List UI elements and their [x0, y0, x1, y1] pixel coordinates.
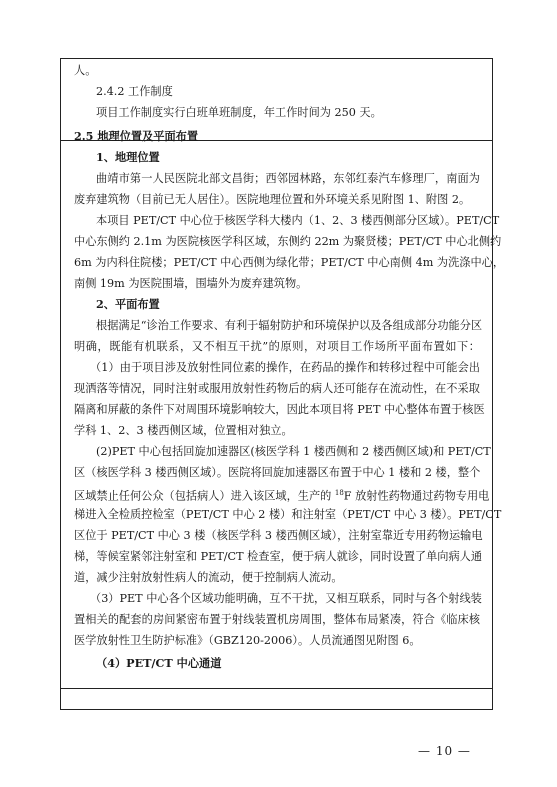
text-line: 道，减少注射放射性病人的流动，便于控制病人流动。: [74, 571, 343, 584]
text-line: 项目工作制度实行白班单班制度，年工作时间为 250 天。: [96, 106, 382, 119]
subsection-heading: 1、地理位置: [96, 150, 160, 164]
text-line: 南侧 19m 为医院围墙，围墙外为废弃建筑物。: [74, 277, 308, 290]
text-line: 本项目 PET/CT 中心位于核医学科大楼内（1、2、3 楼西侧部分区域）。PET/CT: [96, 214, 500, 227]
subsection-heading: （4）PET/CT 中心通道: [96, 656, 222, 670]
table-divider: [61, 688, 492, 689]
text-line: (2)PET 中心包括回旋加速器区(核医学科 1 楼西侧和 2 楼西侧区域)和 PET/CT: [96, 445, 491, 458]
text-fragment: F 放射性药物通过药物专用电: [343, 489, 490, 503]
subsection-heading: 2.4.2 工作制度: [96, 85, 173, 98]
page-number: — 10 —: [418, 744, 471, 758]
text-line: 中心东侧约 2.1m 为医院核医学科区域，东侧约 22m 为聚贤楼；PET/CT 中心北侧约: [74, 235, 502, 248]
text-line: 区（核医学科 3 楼西侧区域）。医院将回旋加速器区布置于中心 1 楼和 2 楼，整个: [74, 466, 481, 479]
superscript: 18: [334, 489, 344, 497]
text-line: 置相关的配套的房间紧密布置于射线装置机房周围，整体布局紧凑，符合《临床核: [74, 613, 480, 626]
text-line: [74, 483, 490, 504]
section-heading: 2.5 地理位置及平面布置: [74, 129, 199, 143]
text-line: 梯，等候室紧邻注射室和 PET/CT 检查室，便于病人就诊，同时设置了单向病人通: [74, 550, 483, 563]
subsection-heading: 2、平面布置: [96, 297, 160, 311]
text-line: 曲靖市第一人民医院北部文昌街；西邻园林路，东邻红泰汽车修理厂，南面为: [96, 172, 480, 185]
text-line: 6m 为内科住院楼；PET/CT 中心西侧为绿化带；PET/CT 中心南侧 4m 为洗涤中心，: [74, 256, 505, 269]
text-line: 明确，既能有机联系，又不相互干扰”的原则，对项目工作场所平面布置如下：: [74, 340, 480, 353]
text-line: 梯进入全检质控检室（PET/CT 中心 2 楼）和注射室（PET/CT 中心 3 楼）。PET/CT: [74, 508, 502, 521]
text-line: 现洒落等情况，同时注射或服用放射性药物后的病人还可能存在流动性，在不采取: [74, 382, 480, 395]
text-line: （3）PET 中心各个区域功能明确，互不干扰，又相互联系，同时与各个射线装: [90, 592, 482, 605]
text-line: 隔离和屏蔽的条件下对周围环境影响较大，因此本项目将 PET 中心整体布置于核医: [74, 403, 485, 416]
text-line: 根据满足“诊治工作要求、有利于辐射防护和环境保护以及各组成部分功能分区: [96, 319, 483, 332]
text-line: 人。: [74, 64, 97, 77]
text-line: 废弃建筑物（目前已无人居住）。医院地理位置和外环境关系见附图 1、附图 2。: [74, 193, 471, 206]
text-fragment: 区域禁止任何公众（包括病人）进入该区域，生产的: [74, 489, 335, 503]
text-line: 学科 1、2、3 楼西侧区域，位置相对独立。: [74, 424, 293, 437]
text-line: 医学放射性卫生防护标准》（GBZ120-2006）。人员流通图见附图 6。: [74, 634, 421, 647]
text-line: （1）由于项目涉及放射性同位素的操作，在药品的操作和转移过程中可能会出: [90, 361, 480, 374]
text-line: 区位于 PET/CT 中心 3 楼（核医学科 3 楼西侧区域），注射室靠近专用药物运输电: [74, 529, 483, 542]
document-body: [74, 60, 505, 674]
